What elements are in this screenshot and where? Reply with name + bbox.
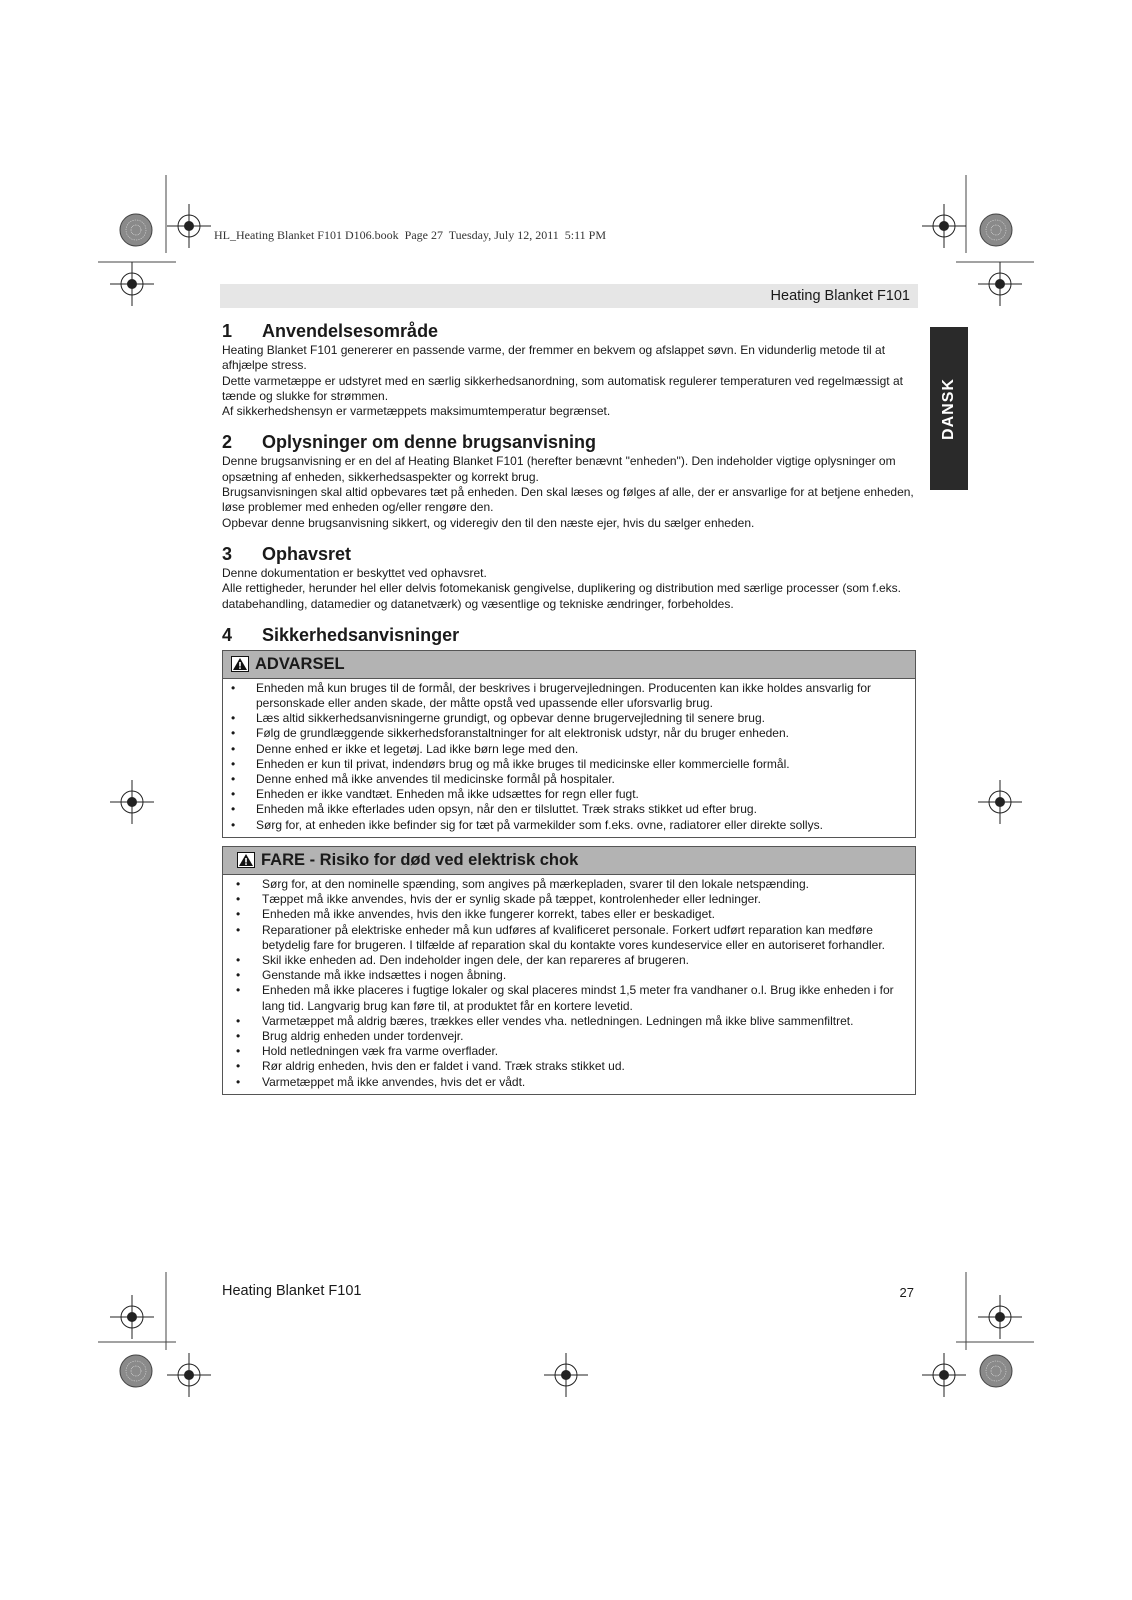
section-4 bbox=[222, 624, 916, 1095]
list-item: • Sørg for, at den nominelle spænding, som angives på mærkepladen, svarer til den lokale netspænding. bbox=[223, 877, 915, 892]
section-heading bbox=[222, 431, 916, 453]
warning-triangle-icon bbox=[237, 852, 255, 868]
danger-box bbox=[222, 846, 916, 1095]
danger-box-header bbox=[223, 847, 915, 875]
list-item: • Denne enhed må ikke anvendes til medicinske formål på hospitaler. bbox=[223, 772, 915, 787]
main-content bbox=[222, 320, 916, 1107]
list-item: • Læs altid sikkerhedsanvisningerne grundigt, og opbevar denne brugervejledning til senere brug. bbox=[223, 711, 915, 726]
list-item: • Enheden er kun til privat, indendørs brug og må ikke bruges til medicinske eller kommercielle formål. bbox=[223, 757, 915, 772]
warning-triangle-icon bbox=[231, 656, 249, 672]
list-item: • Enheden er ikke vandtæt. Enheden må ikke udsættes for regn eller fugt. bbox=[223, 787, 915, 802]
paragraph: Heating Blanket F101 genererer en passende varme, der fremmer en bekvem og afslappet søvn. En vidunderlig metode til at afhjælpe stress. bbox=[222, 343, 886, 373]
section-number: 3 bbox=[222, 543, 233, 564]
danger-list bbox=[223, 875, 915, 1094]
list-item: • Genstande må ikke indsættes i nogen åbning. bbox=[223, 968, 915, 983]
warning-list bbox=[223, 679, 915, 837]
footer-title: Heating Blanket F101 bbox=[222, 1283, 362, 1299]
page-number: 27 bbox=[899, 1285, 914, 1300]
list-item: • Varmetæppet må aldrig bæres, trækkes eller vendes vha. netledningen. Ledningen må ikke blive sammenfiltret. bbox=[223, 1014, 915, 1029]
section-1 bbox=[222, 320, 916, 419]
paragraph: Denne brugsanvisning er en del af Heating Blanket F101 (herefter benævnt "enheden"). Den indeholder vigtige oplysninger om opsætning af enheden, sikkerhedsaspekter og korrekt brug. bbox=[222, 454, 896, 484]
list-item: • Skil ikke enheden ad. Den indeholder ingen dele, der kan repareres af brugeren. bbox=[223, 953, 915, 968]
running-header: Heating Blanket F101 bbox=[220, 284, 918, 308]
list-item: • Enheden må ikke placeres i fugtige lokaler og skal placeres mindst 1,5 meter fra vandhaner o.l. Brug ikke enheden i for lang tid. Langvarig brug kan føre til, at produktet får en kortere levetid. bbox=[223, 983, 915, 1013]
section-heading bbox=[222, 624, 916, 646]
list-item: • Rør aldrig enheden, hvis den er faldet i vand. Træk straks stikket ud. bbox=[223, 1059, 915, 1074]
list-item: • Enheden må ikke anvendes, hvis den ikke fungerer korrekt, tabes eller er beskadiget. bbox=[223, 907, 915, 922]
section-title: Anvendelsesområde bbox=[262, 321, 439, 341]
list-item: • Følg de grundlæggende sikkerhedsforanstaltninger for alt elektronisk udstyr, når du bruger enheden. bbox=[223, 726, 915, 741]
section-heading bbox=[222, 543, 916, 565]
section-number: 4 bbox=[222, 624, 233, 645]
section-2 bbox=[222, 431, 916, 530]
section-number: 1 bbox=[222, 321, 233, 341]
language-tab-label: DANSK bbox=[940, 377, 957, 440]
section-heading bbox=[222, 320, 916, 342]
danger-box-title: FARE - Risiko for død ved elektrisk chok bbox=[261, 850, 579, 869]
warning-box bbox=[222, 650, 916, 838]
warning-box-title: ADVARSEL bbox=[255, 654, 345, 673]
list-item: • Brug aldrig enheden under tordenvejr. bbox=[223, 1029, 915, 1044]
list-item: • Hold netledningen væk fra varme overflader. bbox=[223, 1044, 915, 1059]
warning-box-header bbox=[223, 651, 915, 679]
paragraph: Opbevar denne brugsanvisning sikkert, og videregiv den til den næste ejer, hvis du sælger enheden. bbox=[222, 515, 755, 530]
section-3 bbox=[222, 543, 916, 612]
paragraph: Alle rettigheder, herunder hel eller delvis fotomekanisk gengivelse, duplikering og distribution med særlige processer (som f.eks. databehandling, datamedier og datanetværk) og væsentlige og tekniske ændringer, forbeholdes. bbox=[222, 581, 902, 611]
print-header: HL_Heating Blanket F101 D106.book Page 27 Tuesday, July 12, 2011 5:11 PM bbox=[214, 228, 606, 242]
paragraph: Dette varmetæppe er udstyret med en særlig sikkerhedsanordning, som automatisk regulerer temperaturen ved regelmæssigt at tænde og slukke for strømmen. bbox=[222, 373, 903, 403]
list-item: • Tæppet må ikke anvendes, hvis der er synlig skade på tæppet, kontrolenheder eller ledninger. bbox=[223, 892, 915, 907]
paragraph: Brugsanvisningen skal altid opbevares tæt på enheden. Den skal læses og følges af alle, der er ansvarlige for at betjene enheden, løse problemer med enheden og/eller rengøre den. bbox=[222, 485, 914, 515]
list-item: • Enheden må kun bruges til de formål, der beskrives i brugervejledningen. Producenten kan ikke holdes ansvarlig for personskade eller anden skade, der måtte opstå ved upassende eller uforsvarlig brug. bbox=[223, 681, 915, 711]
section-title: Sikkerhedsanvisninger bbox=[262, 624, 460, 645]
list-item: • Reparationer på elektriske enheder må kun udføres af kvalificeret personale. Forkert udført reparation kan medføre betydelig fare for brugeren. I tilfælde af reparation skal du kontakte vores kundeservice eller en autoriseret forhandler. bbox=[223, 923, 915, 953]
list-item: • Sørg for, at enheden ikke befinder sig for tæt på varmekilder som f.eks. ovne, radiatorer eller direkte sollys. bbox=[223, 818, 915, 833]
language-tab bbox=[930, 327, 968, 490]
list-item: • Varmetæppet må ikke anvendes, hvis det er vådt. bbox=[223, 1075, 915, 1090]
paragraph: Af sikkerhedshensyn er varmetæppets maksimumtemperatur begrænset. bbox=[222, 404, 611, 419]
list-item: • Enheden må ikke efterlades uden opsyn, når den er tilsluttet. Træk straks stikket ud efter brug. bbox=[223, 802, 915, 817]
section-number: 2 bbox=[222, 432, 233, 453]
section-title: Ophavsret bbox=[262, 543, 352, 564]
list-item: • Denne enhed er ikke et legetøj. Lad ikke børn lege med den. bbox=[223, 742, 915, 757]
section-title: Oplysninger om denne brugsanvisning bbox=[262, 432, 597, 453]
paragraph: Denne dokumentation er beskyttet ved ophavsret. bbox=[222, 565, 487, 580]
